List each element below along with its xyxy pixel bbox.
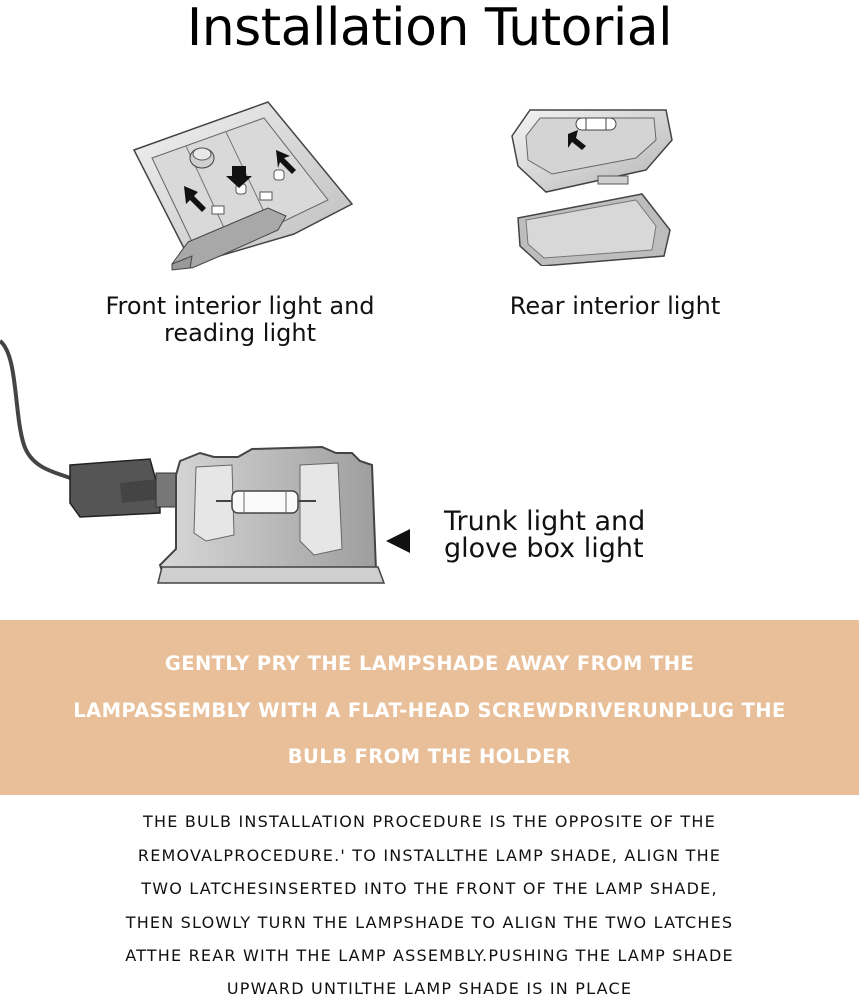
front-interior-caption-line1: Front interior light and xyxy=(105,292,375,320)
trunk-caption-line1: Trunk light and xyxy=(444,506,646,537)
procedure-line-3: TWO LATCHESINSERTED INTO THE FRONT OF THE LAMP SHADE, xyxy=(141,879,718,898)
procedure-line-1: THE BULB INSTALLATION PROCEDURE IS THE OPPOSITE OF THE xyxy=(143,812,716,831)
front-interior-caption-line2: reading light xyxy=(164,319,316,347)
instruction-line-2: LAMPASSEMBLY WITH A FLAT-HEAD SCREWDRIVERUNPLUG THE xyxy=(73,699,786,722)
instruction-line-1: GENTLY PRY THE LAMPSHADE AWAY FROM THE xyxy=(164,652,695,675)
instruction-band xyxy=(0,620,859,795)
procedure-line-4: THEN SLOWLY TURN THE LAMPSHADE TO ALIGN THE TWO LATCHES xyxy=(125,913,734,932)
page-title: Installation Tutorial xyxy=(186,0,673,58)
procedure-line-5: ATTHE REAR WITH THE LAMP ASSEMBLY.PUSHING THE LAMP SHADE xyxy=(125,946,734,965)
front-interior-light-illustration xyxy=(128,96,358,276)
rear-interior-caption: Rear interior light xyxy=(509,292,721,320)
rear-interior-light-illustration xyxy=(506,96,676,266)
instruction-line-3: BULB FROM THE HOLDER xyxy=(287,745,572,768)
trunk-caption xyxy=(444,508,645,562)
trunk-caption-line2: glove box light xyxy=(444,533,644,564)
procedure-line-2: REMOVALPROCEDURE.' TO INSTALLTHE LAMP SHADE, ALIGN THE xyxy=(137,846,722,865)
trunk-light-illustration xyxy=(0,335,440,595)
procedure-line-6: UPWARD UNTILTHE LAMP SHADE IS IN PLACE xyxy=(226,979,633,998)
